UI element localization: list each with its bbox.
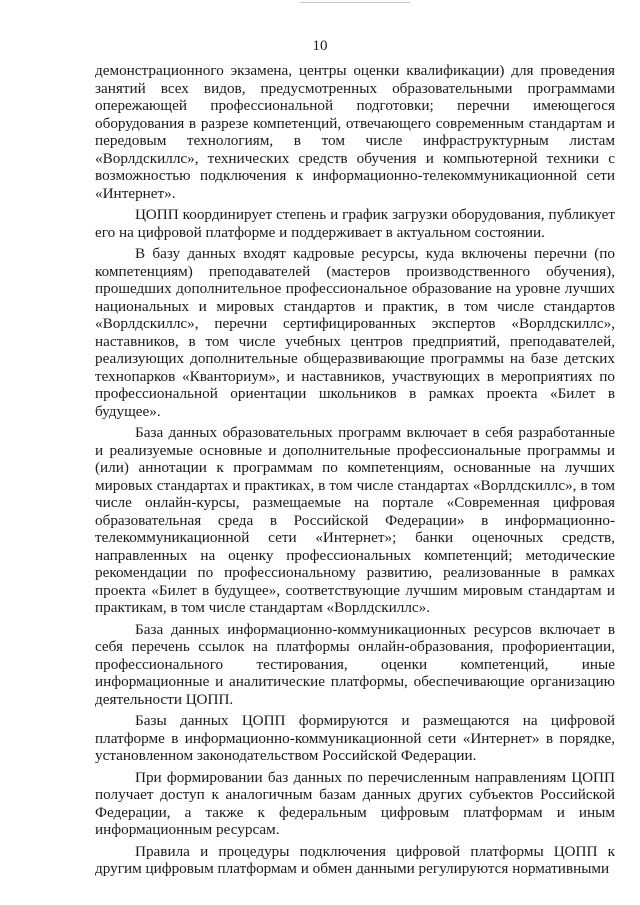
document-body	[95, 62, 615, 882]
paragraph-2: ЦОПП координирует степень и график загрузки оборудования, публикует его на цифровой платформе и поддерживает в актуальном состоянии.	[95, 206, 615, 241]
paragraph-7: При формировании баз данных по перечисленным направлениям ЦОПП получает доступ к аналогичным базам данных других субъектов Российской Федерации, а также к федеральным цифровым платформам и иным информационным ресурсам.	[95, 768, 615, 838]
paragraph-6: Базы данных ЦОПП формируются и размещаются на цифровой платформе в информационно-коммуникационной сети «Интернет» в порядке, установленном законодательством Российской Федерации.	[95, 712, 615, 764]
paragraph-1: демонстрационного экзамена, центры оценки квалификации) для проведения занятий всех видов, предусмотренных образовательными программами опережающей профессиональной подготовки; перечни имеющегося оборудования в разрезе компетенций, отвечающего современным стандартам и передовым технологиям, в том числе инфраструктурным листам «Ворлдскиллс», технических средств обучения и компьютерной техники с возможностью подключения к информационно-телекоммуникационной сети «Интернет».	[95, 62, 615, 202]
scan-top-rule	[300, 2, 410, 3]
paragraph-3: В базу данных входят кадровые ресурсы, куда включены перечни (по компетенциям) преподавателей (мастеров производственного обучения), прошедших дополнительное профессиональное образование на уровне лучших национальных и мировых стандартов и практик, в том числе стандартов «Ворлдскиллс», перечни сертифицированных экспертов «Ворлдскиллс», наставников, в том числе учебных центров предприятий, преподавателей, реализующих дополнительные общеразвивающие программы на базе детских технопарков «Кванториум», и наставников, участвующих в мероприятиях по профессиональной ориентации школьников в рамках проекта «Билет в будущее».	[95, 245, 615, 420]
paragraph-5: База данных информационно-коммуникационных ресурсов включает в себя перечень ссылок на платформы онлайн-образования, профориентации, профессионального тестирования, оценки компетенций, иные информационные и аналитические платформы, обеспечивающие организацию деятельности ЦОПП.	[95, 620, 615, 708]
page-number: 10	[312, 38, 328, 54]
paragraph-8: Правила и процедуры подключения цифровой платформы ЦОПП к другим цифровым платформам и обмен данными регулируются нормативными	[95, 842, 615, 877]
paragraph-4: База данных образовательных программ включает в себя разработанные и реализуемые основные и дополнительные профессиональные программы и (или) аннотации к программам по компетенциям, основанные на лучших мировых стандартах и практиках, в том числе стандартах «Ворлдскиллс», в том числе онлайн-курсы, размещаемые на портале «Современная цифровая образовательная среда в Российской Федерации» в информационно-телекоммуникационной сети «Интернет»; банки оценочных средств, направленных на оценку профессиональных компетенций; методические рекомендации по профессиональному развитию, реализованные в рамках проекта «Билет в будущее», соответствующие лучшим мировым стандартам и практикам, в том числе стандартам «Ворлдскиллс».	[95, 424, 615, 616]
